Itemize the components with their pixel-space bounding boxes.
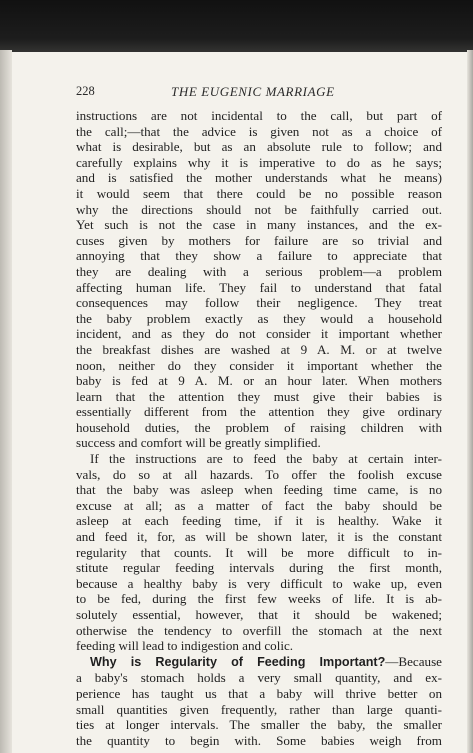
page-gutter-shadow	[0, 50, 12, 753]
text-line: it would seem that there could be no possible reason	[76, 185, 442, 201]
page-edge-shadow	[467, 50, 473, 753]
page-body	[76, 108, 442, 748]
text-line: incident, and as they do not consider it important whether	[76, 326, 442, 342]
text-line: instructions are not incidental to the call, but part of	[76, 108, 442, 123]
text-line: cuses given by mothers for failure are so trivial and	[76, 232, 442, 248]
text-line: otherwise the tendency to overfill the stomach at the next	[76, 622, 442, 638]
text-line: noon, neither do they consider it important whether the	[76, 357, 442, 373]
text-line: learn that the attention they must give their babies is	[76, 388, 442, 404]
text-line: affecting human life. They fail to understand that fatal	[76, 279, 442, 295]
text-line: small quantities given frequently, rather than large quanti-	[76, 701, 442, 717]
section-heading: Why is Regularity of Feeding Important?	[90, 654, 386, 669]
text-line: perience has taught us that a baby will thrive better on	[76, 685, 442, 701]
text-line	[76, 654, 442, 671]
text-line: feeding will lead to indigestion and colic.	[76, 638, 294, 654]
text-line: success and comfort will be greatly simplified.	[76, 435, 321, 451]
paragraph-2	[76, 451, 442, 654]
text-line: the call;—that the advice is given not as a choice of	[76, 123, 442, 139]
text-line: to be fed, during the first few weeks of life. It is ab-	[76, 591, 442, 607]
text-line: solutely essential, however, that it should be wakened;	[76, 607, 442, 622]
text-line: If the instructions are to feed the baby at certain inter-	[90, 451, 442, 467]
paragraph-3	[76, 654, 442, 749]
text-line: what is desirable, but as an absolute rule to follow; and	[76, 139, 442, 155]
text-line: consequences may follow their negligence. They treat	[76, 295, 442, 311]
text-line: Yet such is not the case in many instances, and the ex-	[76, 217, 442, 233]
text-line: because a healthy baby is very difficult to wake up, even	[76, 575, 442, 591]
heading-continuation: —Because	[385, 653, 442, 669]
text-line: vals, do so at all hazards. To offer the foolish excuse	[76, 466, 442, 482]
text-line: carefully explains why it is imperative to do as he says;	[76, 154, 442, 170]
page-number: 228	[76, 84, 95, 98]
text-line: a baby's stomach holds a very small quantity, and ex-	[76, 670, 442, 686]
text-line: stitute regular feeding intervals during the first month,	[76, 560, 442, 576]
scan-dark-border	[0, 0, 473, 56]
text-line: that the baby was asleep when feeding time came, is no	[76, 482, 442, 498]
text-line: essentially different from the attention they give ordinary	[76, 404, 442, 420]
text-line: the breakfast dishes are washed at 9 A. M. or at twelve	[76, 341, 442, 357]
text-line: the baby problem exactly as they would a household	[76, 310, 442, 326]
paragraph-1	[76, 108, 442, 451]
text-line: excuse at all; as a matter of fact the baby should be	[76, 497, 442, 513]
text-line: baby is fed at 9 A. M. or an hour later. When mothers	[76, 373, 442, 389]
text-line: why the directions should not be faithfully carried out.	[76, 201, 442, 217]
text-line: the quantity to begin with. Some babies weigh from	[76, 732, 442, 748]
text-line: ties at longer intervals. The smaller the baby, the smaller	[76, 717, 442, 733]
text-line: household duties, the problem of raising children with	[76, 419, 442, 435]
text-line: annoying that they show a failure to appreciate that	[76, 248, 442, 264]
running-header	[76, 84, 446, 102]
running-title: THE EUGENIC MARRIAGE	[171, 84, 335, 99]
text-line: regularity that counts. It will be more difficult to in-	[76, 544, 442, 560]
text-line: and feed it, for, as will be shown later, it is the constant	[76, 529, 442, 545]
text-line: they are dealing with a serious problem—a problem	[76, 263, 442, 279]
text-line: asleep at each feeding time, if it is healthy. Wake it	[76, 513, 442, 529]
text-line: and is satisfied the mother understands what he means)	[76, 170, 442, 186]
